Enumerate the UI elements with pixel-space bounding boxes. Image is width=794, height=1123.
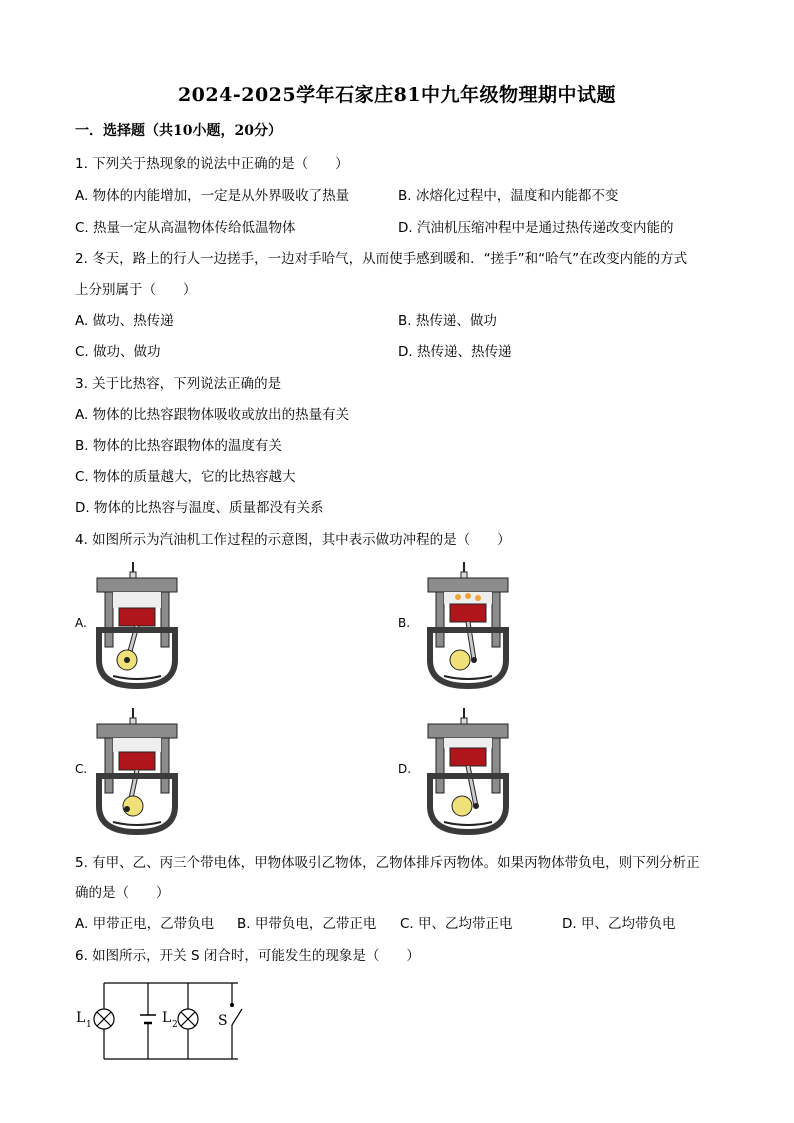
question-1-option-d[interactable]: D. 汽油机压缩冲程中是通过热传递改变内能的: [398, 220, 674, 236]
question-5-option-d[interactable]: D. 甲、乙均带负电: [562, 916, 676, 932]
exam-title: 2024-2025学年石家庄81中九年级物理期中试题: [177, 84, 617, 106]
question-2-option-a[interactable]: A. 做功、热传递: [75, 313, 174, 329]
engine-diagram-b[interactable]: [418, 560, 518, 690]
section-heading: 一．选择题（共10小题，20分）: [75, 123, 282, 139]
label-l1-sub: 1: [86, 1020, 92, 1030]
question-3-option-a[interactable]: A. 物体的比热容跟物体吸收或放出的热量有关: [75, 407, 350, 423]
question-1-option-b[interactable]: B. 冰熔化过程中，温度和内能都不变: [398, 188, 619, 204]
lamp-l2-icon: [178, 1009, 198, 1029]
question-5-option-a[interactable]: A. 甲带正电，乙带负电: [75, 916, 215, 932]
question-3-option-c[interactable]: C. 物体的质量越大，它的比热容越大: [75, 469, 296, 485]
question-5-stem: 5. 有甲、乙、丙三个带电体，甲物体吸引乙物体，乙物体排斥丙物体。如果丙物体带负电，则下列分析正: [75, 855, 700, 871]
label-l2: L: [162, 1010, 172, 1026]
question-5-stem-cont: 确的是（ ）: [75, 885, 170, 901]
engine-diagram-c[interactable]: [87, 706, 187, 836]
question-2-stem: 2. 冬天，路上的行人一边搓手，一边对手哈气，从而使手感到暖和．“搓手”和“哈气”在改变内能的方式: [75, 251, 688, 267]
question-2-stem-cont: 上分别属于（ ）: [75, 282, 197, 298]
question-1-stem: 1. 下列关于热现象的说法中正确的是（ ）: [75, 156, 349, 172]
question-1-option-c[interactable]: C. 热量一定从高温物体传给低温物体: [75, 220, 296, 236]
engine-diagram-a[interactable]: [87, 560, 187, 690]
engine-d-label[interactable]: D.: [398, 762, 412, 776]
engine-a-label[interactable]: A.: [75, 616, 87, 630]
question-3-stem: 3. 关于比热容，下列说法正确的是: [75, 376, 282, 392]
question-5-option-b[interactable]: B. 甲带负电，乙带正电: [237, 916, 377, 932]
label-l1: L: [76, 1010, 86, 1026]
question-3-option-b[interactable]: B. 物体的比热容跟物体的温度有关: [75, 438, 282, 454]
circuit-diagram: [74, 975, 254, 1065]
switch-contact-icon: [230, 1003, 234, 1007]
label-switch: S: [218, 1013, 228, 1029]
engine-diagram-d[interactable]: [418, 706, 518, 836]
question-3-option-d[interactable]: D. 物体的比热容与温度、质量都没有关系: [75, 500, 324, 516]
question-6-stem: 6. 如图所示，开关 S 闭合时，可能发生的现象是（ ）: [75, 948, 420, 964]
question-5-option-c[interactable]: C. 甲、乙均带正电: [400, 916, 513, 932]
engine-b-label[interactable]: B.: [398, 616, 411, 630]
lamp-l1-icon: [94, 1009, 114, 1029]
question-2-option-d[interactable]: D. 热传递、热传递: [398, 344, 512, 360]
question-2-option-b[interactable]: B. 热传递、做功: [398, 313, 497, 329]
question-2-option-c[interactable]: C. 做功、做功: [75, 344, 161, 360]
label-l2-sub: 2: [172, 1020, 178, 1030]
question-1-option-a[interactable]: A. 物体的内能增加，一定是从外界吸收了热量: [75, 188, 350, 204]
engine-c-label[interactable]: C.: [75, 762, 88, 776]
question-4-stem: 4. 如图所示为汽油机工作过程的示意图，其中表示做功冲程的是（ ）: [75, 532, 511, 548]
